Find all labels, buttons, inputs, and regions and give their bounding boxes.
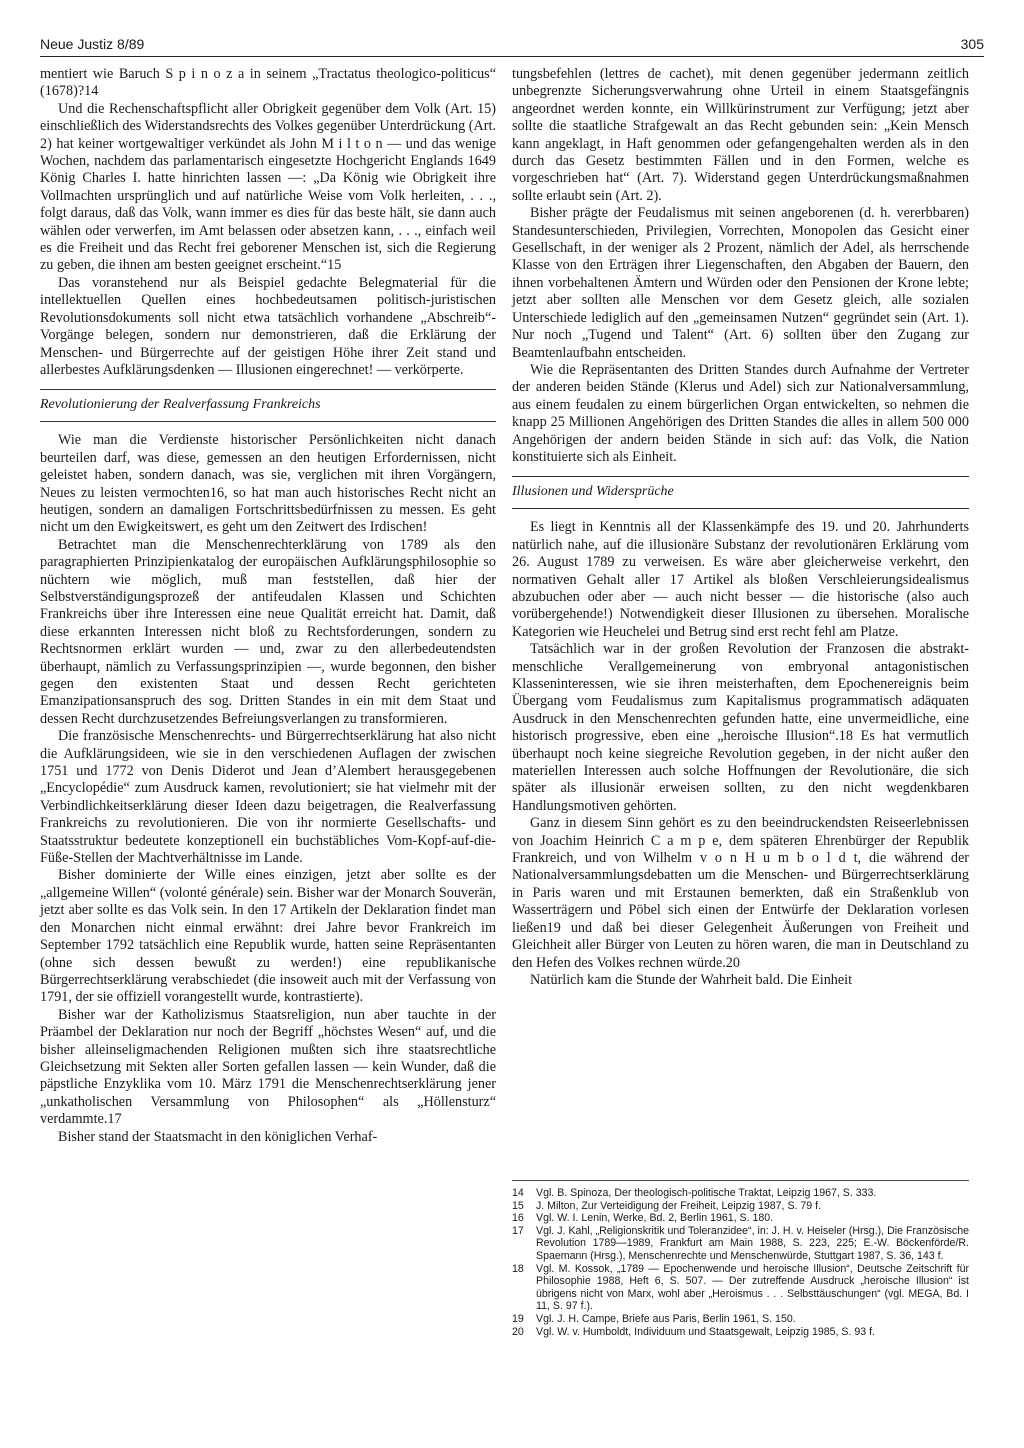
footnote-number: 19: [512, 1312, 524, 1325]
footnote-number: 16: [512, 1212, 524, 1225]
footnote: [512, 1263, 969, 1313]
footnote-text: Vgl. W. I. Lenin, Werke, Bd. 2, Berlin 1961, S. 180.: [536, 1212, 774, 1225]
paragraph: Es liegt in Kenntnis all der Klassenkämpfe des 19. und 20. Jahrhunderts natürlich nahe, auf die illusionäre Substanz der revolutionären Erklärung vom 26. August 1789 zu verweisen. Es wäre aber gleicherweise verkehrt, den normativen Gehalt aller 17 Artikel als bloßen Verschleierungsidealismus abzubuchen oder aber — auch nicht besser — die historische (also auch vorübergehende!) Notwendigkeit dieser Illusionen zu übersehen. Moralische Kategorien wie Heuchelei und Betrug sind erst recht fehl am Platze.: [512, 519, 969, 640]
section-heading: [40, 389, 496, 422]
paragraph: Und die Rechenschaftspflicht aller Obrigkeit gegenüber dem Volk (Art. 15) einschließlich des Widerstandsrechts des Volkes gegenüber Unterdrückung (Art. 2) hat keiner wortgewaltiger verkündet als John M i l t o n — und das wenige Wochen, nachdem das parlamentarisch eingesetzte Hochgericht Englands 1649 König Charles I. hatte hinrichten lassen —: „Da König wie Obrigkeit ihre Vollmachten ursprünglich und auf natürliche Weise vom Volk herleiten, . . ., folgt daraus, daß das Volk, wann immer es dies für das beste hält, sie dann auch wählen oder verwerfen, im Amt belassen oder absetzen kann, . . ., einfach weil es die Freiheit und das Recht frei geborener Menschen ist, sich die Regierung zu geben, die ihnen am besten geeignet erscheint.“15: [40, 100, 496, 274]
footnote-text: Vgl. J. Kahl, „Religionskritik und Toleranzidee“, in: J. H. v. Heiseler (Hrsg.), Die Französische Revolution 1789—1989, Frankfurt am Main 1988, S. 223, 225; E.-W. Böckenförde/R. Spaemann (Hrsg.), Menschenrechte und Menschenwürde, Stuttgart 1987, S. 36, 143 f.: [536, 1224, 969, 1262]
page-header: [40, 34, 984, 57]
paragraph: Tatsächlich war in der großen Revolution der Franzosen die abstrakt-menschliche Verallgemeinerung von embryonal antagonistischen Klasseninteressen, wie sie ihren meisterhaften, dem Epochenereignis beim Übergang vom Feudalismus zum Kapitalismus programmatisch adäquaten Ausdruck in den Menschenrechten gefunden hatte, eine unvermeidliche, eine historisch progressive, eben eine „heroische Illusion“.18 Es hat vermutlich überhaupt noch keine siegreiche Revolution gegeben, in der nicht außer den materiellen Interessen auch solche Hoffnungen der Revolutionäre, die sich später als illusionär erweisen sollten, zu den nicht wegdenkbaren Handlungsmotiven gehörten.: [512, 641, 969, 814]
footnote-text: J. Milton, Zur Verteidigung der Freiheit, Leipzig 1987, S. 79 f.: [536, 1199, 822, 1212]
footnote-number: 20: [512, 1325, 524, 1338]
footnote-number: 18: [512, 1262, 524, 1275]
footnote-text: Vgl. W. v. Humboldt, Individuum und Staatsgewalt, Leipzig 1985, S. 93 f.: [536, 1325, 875, 1338]
footnote: [512, 1225, 969, 1263]
right-column: [512, 66, 969, 989]
footnote: [512, 1200, 969, 1213]
paragraph: Ganz in diesem Sinn gehört es zu den beeindruckendsten Reiseerlebnissen von Joachim Heinrich C a m p e, dem späteren Ehrenbürger der Republik Frankreich, und von Wilhelm v o n H u m b o l d t, die während der Nationalversammlungsdebatten um die Menschen- und Bürgerrechtserklärung in Paris waren und mit Erstaunen bemerkten, daß ein Straßenklub von Wasserträgern und Pöbel sich einen der Entwürfe der Deklaration vorlesen ließen19 und daß bei dieser Gelegenheit Äußerungen von Freiheit und Gleichheit aller Bürger von Leuten zu hören waren, die man in Deutschland zu den Hefen des Volkes rechnen würde.20: [512, 815, 969, 971]
footnote: [512, 1212, 969, 1225]
section-heading: [512, 476, 969, 509]
paragraph: Bisher dominierte der Wille eines einzigen, jetzt aber sollte es der „allgemeine Willen“ (volonté générale) sein. Bisher war der Monarch Souverän, jetzt aber sollte es das Volk sein. In den 17 Artikeln der Deklaration findet man den Monarchen nicht einmal erwähnt: drei Jahre bevor Frankreich im September 1792 tatsächlich eine Republik wurde, hatten seine Repräsentanten (ohne sich dessen bewußt zu werden!) eine republikanische Bürgerrechtserklärung verabschiedet (die insoweit auch mit der Verfassung von 1791, der sie offiziell vorangestellt wurde, kontrastierte).: [40, 867, 496, 1006]
left-column: [40, 66, 496, 1146]
footnote-text: Vgl. B. Spinoza, Der theologisch-politische Traktat, Leipzig 1967, S. 333.: [536, 1187, 877, 1199]
footnote: [512, 1326, 969, 1339]
paragraph: Bisher stand der Staatsmacht in den königlichen Verhaf-: [58, 1128, 378, 1145]
footnote-text: Vgl. M. Kossok, „1789 — Epochenwende und heroische Illusion“, Deutsche Zeitschrift für Philosophie 1988, Heft 6, S. 507. — Der zutreffende Ausdruck „heroische Illusion“ ist übrigens nicht von Marx, wohl aber „Heroismus . . . Selbsttäuschungen“ (vgl. MEGA, Bd. I 11, S. 97 f.).: [536, 1262, 969, 1313]
paragraph: Natürlich kam die Stunde der Wahrheit bald. Die Einheit: [530, 971, 853, 988]
footnote-text: Vgl. J. H. Campe, Briefe aus Paris, Berlin 1961, S. 150.: [536, 1312, 796, 1325]
paragraph: tungsbefehlen (lettres de cachet), mit denen gegenüber jedermann zeitlich unbegrenzte Sicherungsverwahrung ohne Urteil in einem Staatsgefängnis angeordnet werden konnte, ein Willkürinstrument zur Verfügung; jetzt aber sollte die staatliche Strafgewalt an das Recht gebunden sein: „Kein Mensch kann angeklagt, in Haft genommen oder gefangengehalten werden als in den durch das Gesetz bestimmten Fällen und in den Formen, welche es vorgeschrieben hat“ (Art. 7). Widerstand gegen Unterdrückungsmaßnahmen sollte erlaubt sein (Art. 2).: [512, 66, 969, 204]
page-number: 305: [960, 36, 984, 52]
section-heading-text: Illusionen und Widersprüche: [512, 484, 674, 500]
footnote: [512, 1313, 969, 1326]
journal-title: Neue Justiz 8/89: [40, 36, 145, 52]
paragraph: Wie man die Verdienste historischer Persönlichkeiten nicht danach beurteilen darf, was diese, gemessen an den heutigen Erfordernissen, nicht geleistet haben, sondern danach, was sie, verglichen mit ihren Vorgängern, Neues zu leisten vermochten16, so hat man auch historisches Recht nicht an heutigen, sondern an damaligen Fortschrittsbedürfnissen zu messen. Es geht nicht um den Ewigkeitswert, es geht um den Zeitwert des Irdischen!: [40, 432, 496, 536]
footnotes: [512, 1180, 969, 1338]
section-heading-text: Revolutionierung der Realverfassung Frankreichs: [40, 397, 321, 413]
footnote-number: 15: [512, 1199, 524, 1212]
paragraph: Wie die Repräsentanten des Dritten Standes durch Aufnahme der Vertreter der anderen beiden Stände (Klerus und Adel) sich zur Nationalversammlung, aus einem feudalen zu einem bürgerlichen Organ entwickelten, so nehmen die knapp 25 Millionen Angehörigen des Dritten Standes die alles in allem 500 000 Angehörigen der andern beiden Stände in sich auf: das Volk, die Nation konstituierte sich als Einheit.: [512, 361, 969, 465]
footnote-number: 14: [512, 1187, 524, 1199]
paragraph: mentiert wie Baruch S p i n o z a in seinem „Tractatus theologico-politicus“ (1678)?14: [40, 66, 496, 100]
paragraph: Bisher war der Katholizismus Staatsreligion, nun aber tauchte in der Präambel der Deklaration nur noch der Begriff „höchstes Wesen“ auf, und die bisher alleinseligmachenden Religionen mußten sich ihre staatsrechtliche Gleichsetzung mit Sekten aller Sorten gefallen lassen — kein Wunder, daß die päpstliche Enzyklika vom 10. März 1791 die Menschenrechtserklärung jener „unkatholischen Versammlung von Philosophen“ als „Höllensturz“ verdammte.17: [40, 1006, 496, 1128]
footnote: [512, 1187, 969, 1200]
paragraph: Die französische Menschenrechts- und Bürgerrechtserklärung hat also nicht die Aufklärungsideen, wie sie in den verschiedenen Auflagen der zwischen 1751 und 1772 von Denis Diderot und Jean d’Alembert herausgegebenen „Encyclopédie“ zum Ausdruck kamen, revolutioniert; sie hat vielmehr mit der Verbindlichkeitserklärung dieser Ideen dazu beigetragen, die Realverfassung Frankreichs zu revolutionieren. Die von ihr normierte Gesellschafts- und Staatsstruktur bedeutete konzeptionell ein buchstäbliches Vom-Kopf-auf-die-Füße-Stellen der Machtverhältnisse im Lande.: [40, 728, 496, 867]
footnote-number: 17: [512, 1224, 524, 1237]
paragraph: Betrachtet man die Menschenrechterklärung von 1789 als den paragraphierten Prinzipienkatalog der europäischen Aufklärungsphilosophie so nüchtern wie möglich, muß man feststellen, daß hier der Selbstverständigungsprozeß der antifeudalen Klassen und Schichten Frankreichs über ihre Interessen eine neue Qualität erreicht hat. Damit, daß diese erkannten Interessen nicht bloß zu Rechtsforderungen, sondern zu Rechtsnormen erklärt wurden — und, zwar zu den allerbedeutendsten überhaupt, nämlich zu Verfassungsprinzipien —, wurde begonnen, den bisher gegen den existenten Staat und dessen Recht gerichteten Emanzipationsanspruch des sog. Dritten Standes in ein mit dem Staat und dessen Recht durchzusetzendes Befreiungsverlangen zu transformieren.: [40, 536, 496, 727]
paragraph: Bisher prägte der Feudalismus mit seinen angeborenen (d. h. vererbbaren) Standesunterschieden, Privilegien, Vorrechten, Monopolen das Gesicht einer Gesellschaft, in der weniger als 2 Prozent, nämlich der Adel, als herrschende Klasse von den Erträgen ihrer Liegenschaften, den Abgaben der Bauern, den ihnen vorbehaltenen Ämtern und Würden oder den Pensionen der Krone lebte; jetzt aber sollten alle Menschen vor dem Gesetz gleich, alle sozialen Unterschiede lediglich auf den „gemeinsamen Nutzen“ gegründet sein (Art. 1). Nur noch „Tugend und Talent“ (Art. 6) sollten über den Zugang zur Beamtenlaufbahn entscheiden.: [512, 205, 969, 361]
paragraph: Das voranstehend nur als Beispiel gedachte Belegmaterial für die intellektuellen Quellen eines hochbedeutsamen politisch-juristischen Revolutionsdokuments soll nicht etwa tatsächlich vorhandene „Abschreib“-Vorgänge belegen, sondern nur demonstrieren, daß die Erklärung der Menschen- und Bürgerrechte auf der geistigen Höhe ihrer Zeit stand und allerbestes Aufklärungsdenken — Illusionen eingerechnet! — verkörperte.: [40, 274, 496, 378]
